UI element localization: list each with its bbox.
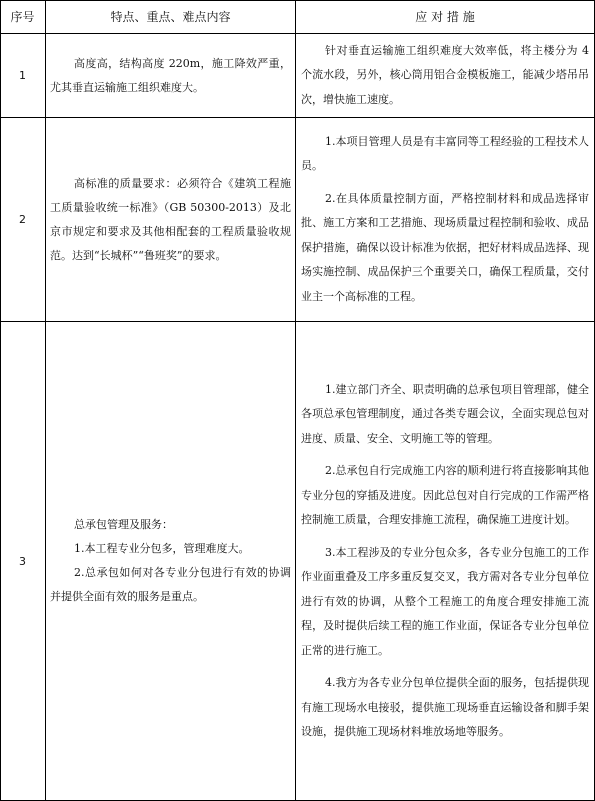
features-cell: [46, 322, 295, 800]
measures-item: 4.我方为各专业分包单位提供全面的服务，包括提供现有施工现场水电接驳，提供施工现场垂直运输设备和脚手架设施，提供施工现场材料堆放场地等服务。: [301, 676, 589, 738]
measures-cell: [296, 34, 594, 117]
header-features: 特点、重点、难点内容: [110, 10, 231, 24]
features-cell: [46, 118, 295, 321]
features-item: 2.总承包如何对各专业分包进行有效的协调并提供全面有效的服务是重点。: [50, 566, 291, 603]
features-text: 高标准的质量要求：必须符合《建筑工程施工质量验收统一标准》（GB 50300-2013）及北京市规定和要求及其他相配套的工程质量验收规范。达到“长城杯”“鲁班奖”的要求。: [50, 176, 291, 262]
header-number: 序号: [10, 10, 35, 24]
measures-item: 3.本工程涉及的专业分包众多，各专业分包施工的工作作业面重叠及工序多重反复交叉，我方需对各专业分包单位进行有效的协调，从整个工程施工的角度合理安排施工流程，及时提供后续工程的施工作业面，保证各专业分包单位正常的进行施工。: [301, 545, 589, 657]
measures-item: 2.在具体质量控制方面，严格控制材料和成品选择审批、施工方案和工艺措施、现场质量过程控制和验收、成品保护措施，确保以设计标准为依据，把好材料成品选择、现场实施控制、成品保护三个重要关口，确保工程质量，交付业主一个高标准的工程。: [301, 191, 589, 303]
features-text: 高度高，结构高度 220m，施工降效严重，尤其垂直运输施工组织难度大。: [50, 56, 291, 94]
measures-text: 针对垂直运输施工组织难度大效率低，将主楼分为 4 个流水段，另外，核心筒用铝合金模板施工，能减少塔吊吊次，增快施工速度。: [301, 43, 589, 106]
row-number: 3: [19, 554, 26, 568]
features-item: 1.本工程专业分包多，管理难度大。: [74, 542, 250, 555]
measures-cell: [296, 118, 594, 321]
features-item: 总承包管理及服务：: [74, 518, 173, 531]
measures-item: 1.本项目管理人员是有丰富同等工程经验的工程技术人员。: [301, 134, 589, 173]
header-measures: 应 对 措 施: [415, 10, 475, 24]
measures-item: 2.总承包自行完成施工内容的顺利进行将直接影响其他专业分包的穿插及进度。因此总包对自行完成的工作需严格控制施工质量，合理安排施工流程，确保施工进度计划。: [301, 464, 589, 526]
measures-item: 1.建立部门齐全、职责明确的总承包项目管理部，健全各项总承包管理制度，通过各类专题会议，全面实现总包对进度、质量、安全、文明施工等的管理。: [301, 382, 589, 445]
measures-cell: [296, 322, 594, 800]
row-number: 1: [19, 69, 26, 82]
features-cell: [46, 34, 295, 117]
row-number: 2: [19, 213, 26, 226]
